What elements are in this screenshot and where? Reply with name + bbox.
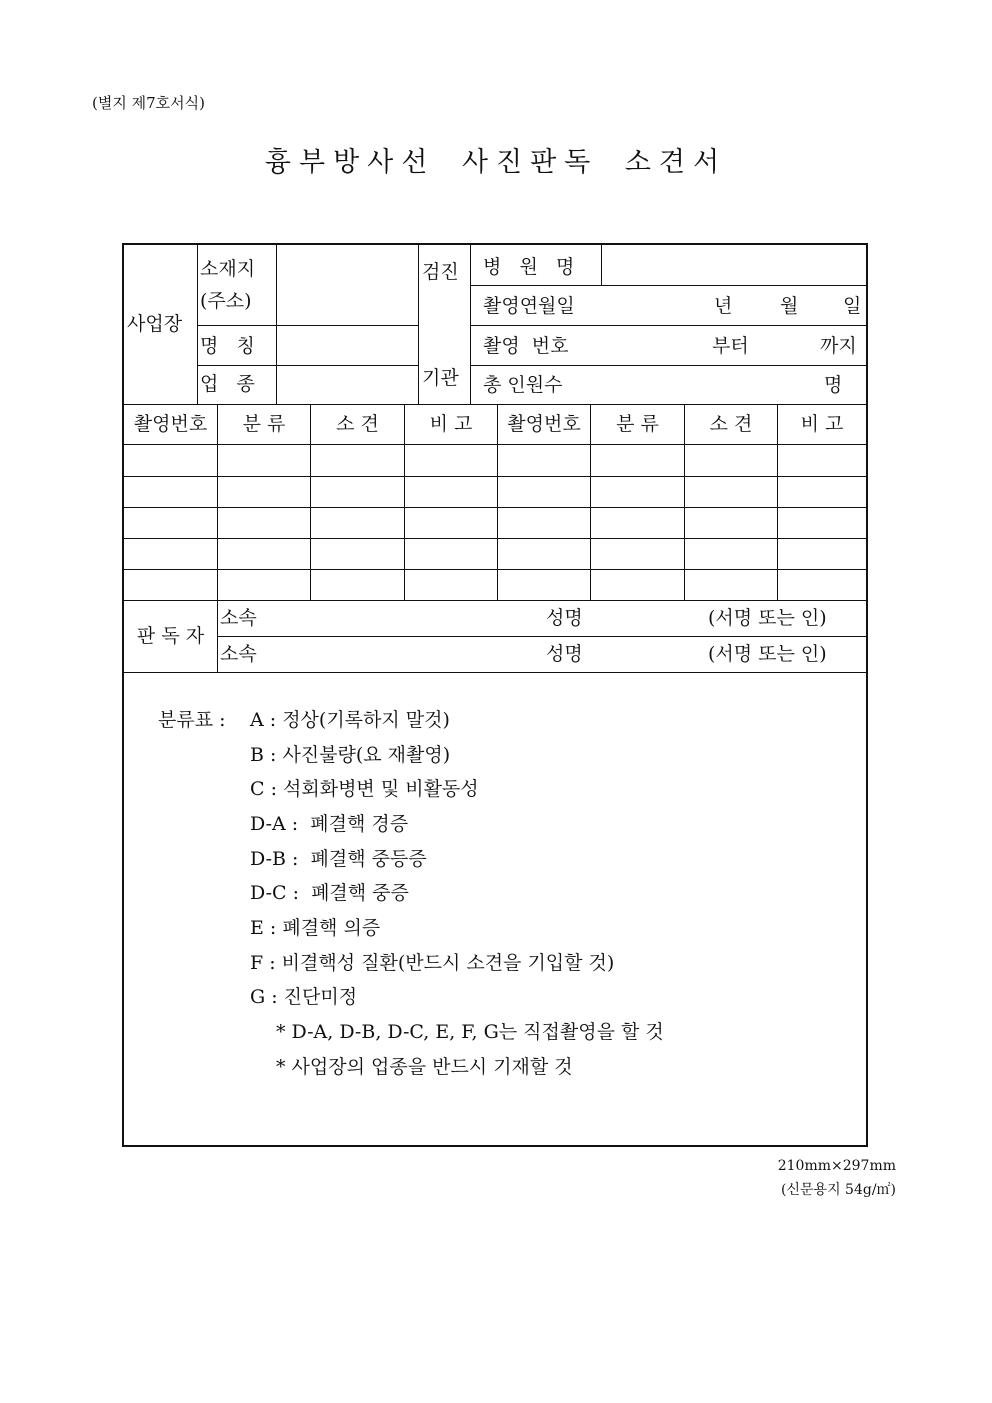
table-header-remarks: 비 고 [429, 413, 473, 435]
table-header-finding: 소 견 [336, 413, 379, 435]
table-row[interactable] [124, 508, 866, 537]
table-header-exam-number: 촬영번호 [507, 413, 581, 435]
reader-name-label: 성명 [546, 607, 583, 629]
hospital-name-label: 병 원 명 [483, 256, 575, 278]
reader-name-label: 성명 [546, 643, 583, 665]
workplace-label: 사업장 [127, 313, 183, 335]
reader-signature-label: (서명 또는 인) [708, 607, 827, 629]
institution-label-bottom: 기관 [422, 367, 459, 389]
table-header-finding: 소 견 [709, 413, 753, 435]
legend-item: C : 석회화병변 및 비활동성 [250, 778, 479, 800]
reader-label: 판 독 자 [136, 625, 205, 647]
legend-item: D-A : 폐결핵 경증 [250, 813, 409, 835]
legend-item: F : 비결핵성 질환(반드시 소견을 기입할 것) [250, 952, 615, 974]
table-header-exam-number: 촬영번호 [133, 413, 208, 435]
legend-item: E : 폐결핵 의증 [250, 917, 381, 939]
hospital-name-field[interactable] [602, 246, 865, 284]
table-row[interactable] [124, 477, 866, 506]
table-header-classification: 분 류 [616, 413, 659, 435]
workplace-name-field[interactable] [277, 326, 417, 364]
reader-affiliation-label: 소속 [220, 607, 257, 629]
month-label: 월 [780, 295, 799, 317]
legend-item: G : 진단미정 [250, 986, 358, 1008]
persons-unit-label: 명 [824, 374, 843, 396]
exam-date-label: 촬영연월일 [483, 295, 575, 317]
workplace-name-label: 명 칭 [200, 335, 255, 357]
year-label: 년 [714, 295, 733, 317]
table-row[interactable] [124, 570, 866, 599]
exam-number-label: 촬영 번호 [483, 335, 569, 357]
industry-field[interactable] [277, 366, 417, 403]
table-header-remarks: 비 고 [800, 413, 844, 435]
table-row[interactable] [124, 445, 866, 475]
institution-label-top: 검진 [422, 261, 459, 283]
total-persons-label: 총 인원수 [483, 374, 563, 396]
legend-item: D-B : 폐결핵 중등증 [250, 848, 427, 870]
legend-prefix: 분류표 : [158, 709, 226, 731]
form-number-label: (별지 제7호서식) [92, 94, 205, 112]
location-label: 소재지 [200, 258, 256, 280]
table-row[interactable] [124, 539, 866, 568]
legend-item: B : 사진불량(요 재촬영) [250, 744, 451, 766]
legend-item: A : 정상(기록하지 말것) [250, 709, 450, 731]
day-label: 일 [843, 295, 862, 317]
report-form [122, 243, 868, 1147]
address-label: (주소) [200, 290, 252, 312]
address-field[interactable] [277, 246, 417, 324]
legend-item: D-C : 폐결핵 중증 [250, 882, 409, 904]
paper-size-label: 210mm×297mm [777, 1158, 896, 1174]
document-title: 흉부방사선 사진판독 소견서 [264, 147, 728, 178]
legend-note: * 사업장의 업종을 반드시 기재할 것 [276, 1056, 573, 1078]
paper-type-label: (신문용지 54g/㎡) [781, 1182, 896, 1198]
reader-affiliation-label: 소속 [220, 643, 257, 665]
industry-label: 업 종 [200, 373, 255, 395]
legend-note: * D-A, D-B, D-C, E, F, G는 직접촬영을 할 것 [276, 1021, 664, 1043]
table-header-classification: 분 류 [242, 413, 286, 435]
from-label: 부터 [712, 335, 749, 357]
reader-signature-label: (서명 또는 인) [708, 643, 827, 665]
to-label: 까지 [820, 335, 857, 357]
